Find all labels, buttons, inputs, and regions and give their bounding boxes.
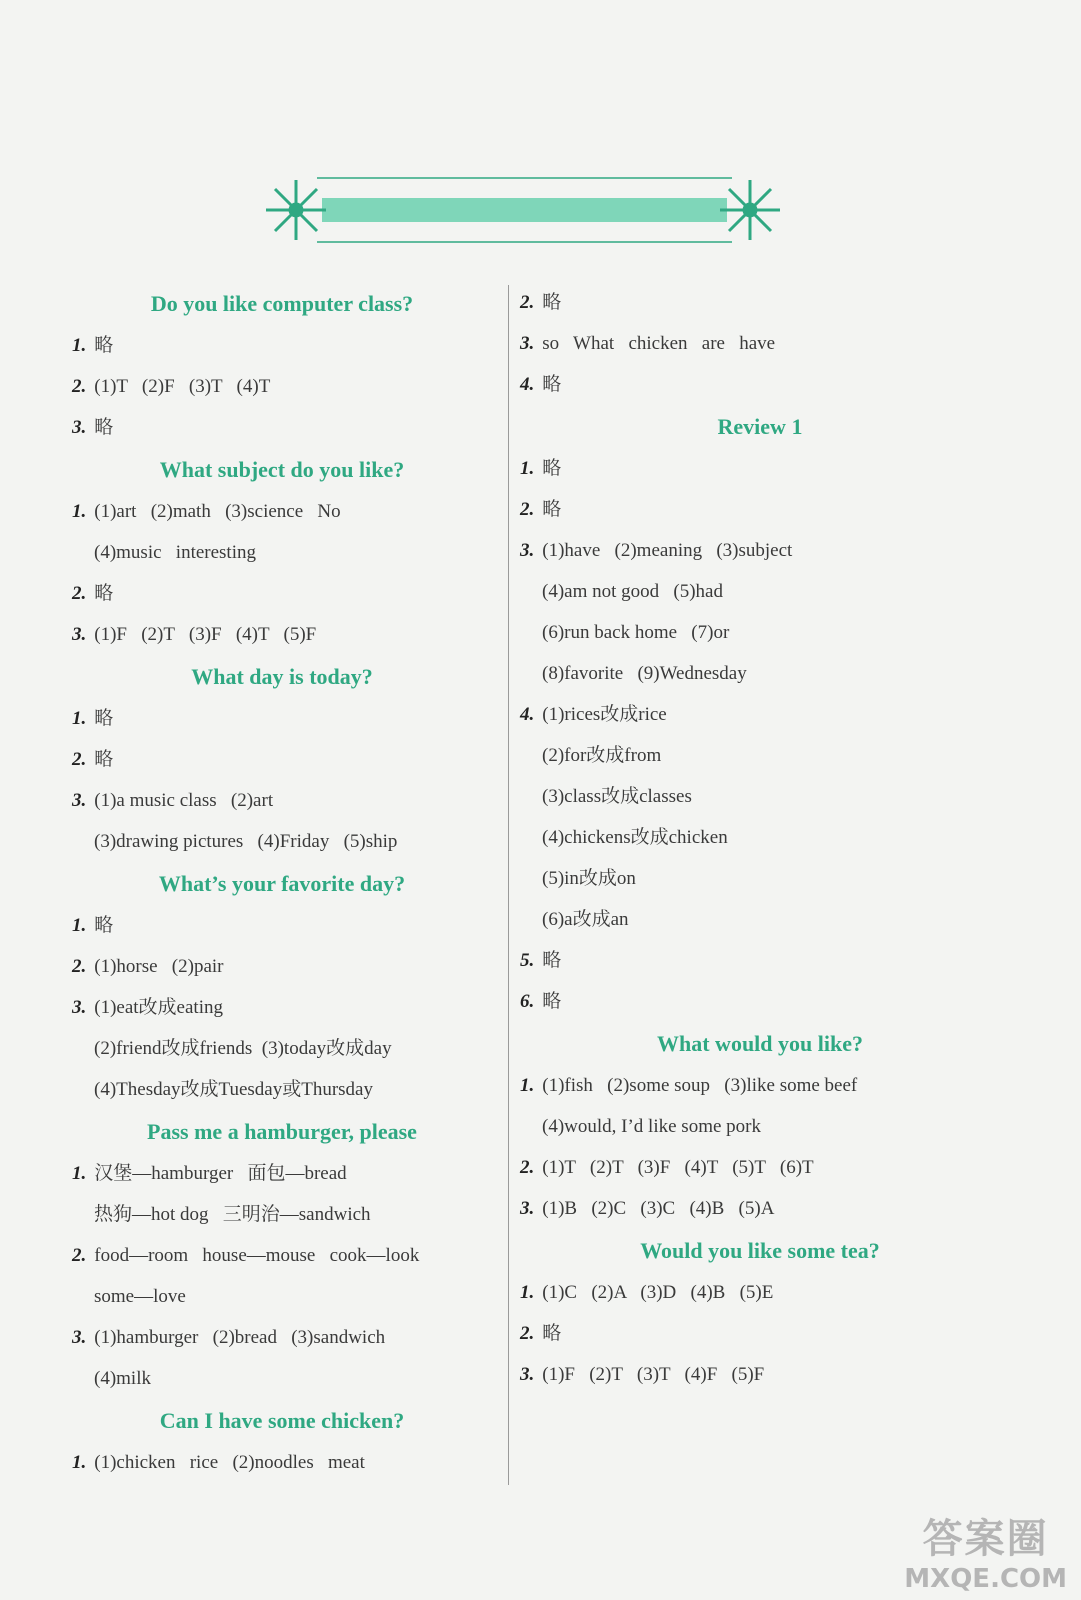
section-heading: Can I have some chicken? (159, 1408, 405, 1433)
answer-line (72, 1317, 492, 1358)
question-number: 3. (520, 1364, 535, 1385)
answer-text: 略 (542, 1323, 562, 1344)
answer-line (520, 489, 1000, 530)
title-banner (262, 170, 802, 250)
answer-text: (4)would, I’d like some pork (542, 1116, 761, 1137)
answer-text: 热狗—hot dog 三明治—sandwich (94, 1204, 371, 1225)
answer-text: (1)a music class (2)art (94, 790, 274, 811)
answer-line (520, 735, 1000, 776)
answer-line (72, 325, 492, 366)
answer-text: (1)T (2)F (3)T (4)T (94, 376, 271, 397)
answer-text: 略 (94, 417, 114, 438)
question-number: 2. (520, 1323, 535, 1344)
answer-text: 略 (542, 458, 562, 479)
answer-line (72, 1194, 492, 1235)
question-number: 1. (520, 1075, 535, 1096)
answer-text: 略 (94, 708, 114, 729)
answer-text: (5)in改成on (542, 868, 636, 889)
answer-line (72, 573, 492, 614)
question-number: 1. (72, 708, 87, 729)
question-number: 1. (72, 915, 87, 936)
answer-line (520, 694, 1000, 735)
question-number: 1. (520, 1282, 535, 1303)
section-heading: What’s your favorite day? (158, 871, 406, 896)
question-number: 2. (72, 956, 87, 977)
answer-line (520, 282, 1000, 323)
answer-text: 略 (542, 374, 562, 395)
answer-line (72, 1153, 492, 1194)
answer-text: (6)run back home (7)or (542, 622, 730, 643)
answer-line (72, 366, 492, 407)
answer-text: 略 (94, 915, 114, 936)
answer-line (72, 1069, 492, 1110)
answer-text: (1)chicken rice (2)noodles meat (94, 1452, 365, 1473)
answer-text: (1)have (2)meaning (3)subject (542, 540, 793, 561)
question-number: 2. (72, 1245, 87, 1266)
answer-text: 略 (94, 335, 114, 356)
question-number: 2. (520, 499, 535, 520)
answer-line (520, 1272, 1000, 1313)
answer-text: (1)F (2)T (3)T (4)F (5)F (542, 1364, 765, 1385)
answer-line (72, 1028, 492, 1069)
answer-text: 略 (542, 950, 562, 971)
section-heading: Would you like some tea? (640, 1238, 880, 1263)
answer-text: (6)a改成an (542, 909, 629, 930)
question-number: 2. (72, 376, 87, 397)
section-heading: What would you like? (657, 1031, 863, 1056)
answer-line (72, 1442, 492, 1483)
answer-text: 汉堡—hamburger 面包—bread (94, 1163, 347, 1184)
answer-line (72, 1235, 492, 1276)
answer-line (72, 532, 492, 573)
question-number: 4. (520, 374, 535, 395)
answer-line (72, 1358, 492, 1399)
question-number: 6. (520, 991, 535, 1012)
answer-line (520, 571, 1000, 612)
answer-line (72, 491, 492, 532)
question-number: 1. (72, 1452, 87, 1473)
watermark-url: MXQE.COM (904, 1564, 1067, 1594)
answer-text: food—room house—mouse cook—look (94, 1245, 420, 1266)
question-number: 1. (72, 501, 87, 522)
question-number: 2. (72, 583, 87, 604)
answer-text: (1)fish (2)some soup (3)like some beef (542, 1075, 858, 1096)
answer-line (520, 776, 1000, 817)
snowflake-right-icon (720, 180, 780, 240)
answer-text: (1)rices改成rice (542, 704, 667, 725)
answer-text: (1)eat改成eating (94, 997, 223, 1018)
answer-text: (4)music interesting (94, 542, 256, 563)
left-column (72, 282, 492, 1483)
answer-text: (4)Thesday改成Tuesday或Thursday (94, 1079, 373, 1100)
snowflake-left-icon (266, 180, 326, 240)
question-number: 2. (72, 749, 87, 770)
question-number: 2. (520, 292, 535, 313)
answer-text: 略 (542, 292, 562, 313)
answer-text: 略 (94, 583, 114, 604)
question-number: 4. (520, 704, 535, 725)
question-number: 1. (72, 1163, 87, 1184)
answer-line (520, 940, 1000, 981)
question-number: 3. (520, 333, 535, 354)
answer-line (520, 981, 1000, 1022)
banner-graphic (262, 170, 802, 250)
site-watermark (904, 1507, 1067, 1594)
question-number: 3. (72, 997, 87, 1018)
answer-text: (1)C (2)A (3)D (4)B (5)E (542, 1282, 774, 1303)
section-heading: Review 1 (717, 414, 803, 439)
answer-text: some—love (94, 1286, 186, 1307)
answer-line (72, 1276, 492, 1317)
answer-line (72, 946, 492, 987)
question-number: 3. (520, 540, 535, 561)
section-heading: Do you like computer class? (150, 291, 414, 316)
question-number: 3. (72, 1327, 87, 1348)
answer-line (520, 1106, 1000, 1147)
answer-text: (3)class改成classes (542, 786, 692, 807)
answer-line (520, 1354, 1000, 1395)
answer-text: (1)B (2)C (3)C (4)B (5)A (542, 1198, 775, 1219)
answer-text: (2)friend改成friends (3)today改成day (94, 1038, 392, 1059)
answer-text: (1)F (2)T (3)F (4)T (5)F (94, 624, 317, 645)
answer-line (72, 739, 492, 780)
answer-text: 略 (94, 749, 114, 770)
answer-line (520, 899, 1000, 940)
answer-line (520, 1065, 1000, 1106)
answer-line (72, 905, 492, 946)
answer-line (520, 858, 1000, 899)
column-divider (508, 285, 509, 1485)
answer-text: 略 (542, 499, 562, 520)
answer-line (520, 612, 1000, 653)
answer-line (520, 448, 1000, 489)
answer-line (520, 530, 1000, 571)
answer-text: (3)drawing pictures (4)Friday (5)ship (94, 831, 398, 852)
answer-text: (1)hamburger (2)bread (3)sandwich (94, 1327, 386, 1348)
right-column (520, 282, 1000, 1395)
answer-line (72, 407, 492, 448)
answer-text: (1)art (2)math (3)science No (94, 501, 341, 522)
watermark-logo-text: 答案圈 (922, 1516, 1049, 1562)
question-number: 3. (520, 1198, 535, 1219)
question-number: 3. (72, 790, 87, 811)
answer-text: 略 (542, 991, 562, 1012)
answer-text: (1)T (2)T (3)F (4)T (5)T (6)T (542, 1157, 814, 1178)
answer-text: (4)am not good (5)had (542, 581, 723, 602)
answer-line (520, 1188, 1000, 1229)
answer-line (520, 1147, 1000, 1188)
answer-text: (4)chickens改成chicken (542, 827, 728, 848)
answer-line (520, 653, 1000, 694)
answer-text: so What chicken are have (542, 333, 776, 354)
answer-line (520, 817, 1000, 858)
answer-text: (1)horse (2)pair (94, 956, 224, 977)
answer-text: (8)favorite (9)Wednesday (542, 663, 747, 684)
question-number: 3. (72, 624, 87, 645)
answer-line (72, 821, 492, 862)
answer-line (72, 698, 492, 739)
question-number: 5. (520, 950, 535, 971)
answer-line (520, 323, 1000, 364)
section-heading: What subject do you like? (159, 457, 405, 482)
answer-line (72, 987, 492, 1028)
answer-line (72, 614, 492, 655)
question-number: 3. (72, 417, 87, 438)
answer-line (72, 780, 492, 821)
question-number: 1. (520, 458, 535, 479)
answer-text: (2)for改成from (542, 745, 662, 766)
question-number: 2. (520, 1157, 535, 1178)
question-number: 1. (72, 335, 87, 356)
answer-line (520, 364, 1000, 405)
answer-text: (4)milk (94, 1368, 151, 1389)
section-heading: Pass me a hamburger, please (147, 1119, 417, 1144)
answer-line (520, 1313, 1000, 1354)
section-heading: What day is today? (191, 664, 373, 689)
